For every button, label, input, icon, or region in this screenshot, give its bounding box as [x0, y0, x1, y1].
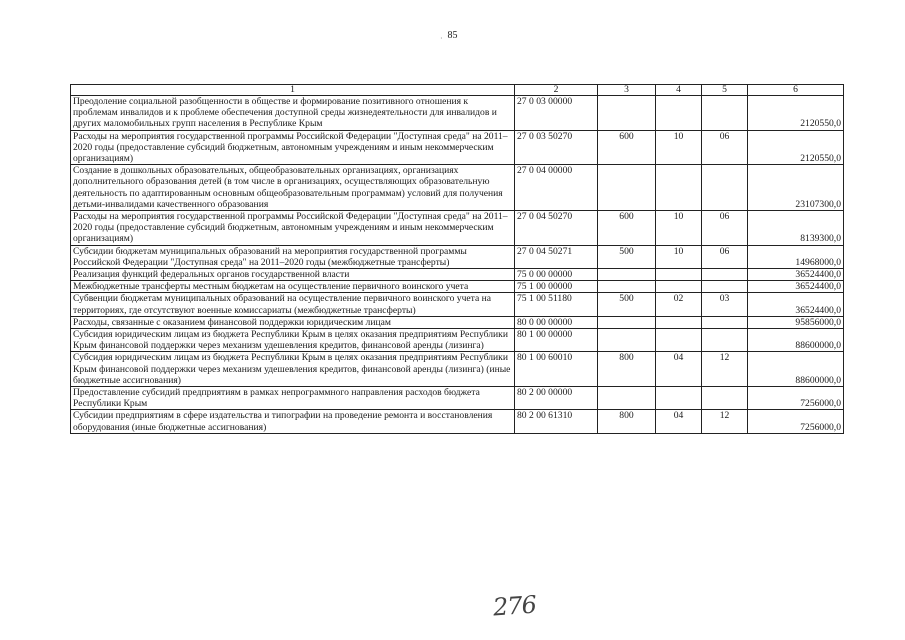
row-type-cell: [598, 281, 656, 293]
row-section-cell: [656, 165, 702, 211]
table-row: [71, 96, 844, 131]
row-section-cell: 10: [656, 130, 702, 165]
row-section-cell: 02: [656, 293, 702, 316]
row-amount-cell: 36524400,0: [748, 293, 844, 316]
row-subsection-cell: 03: [702, 293, 748, 316]
row-subsection-cell: [702, 281, 748, 293]
table-row: [71, 245, 844, 268]
row-amount-cell: 36524400,0: [748, 281, 844, 293]
row-section-cell: 04: [656, 410, 702, 433]
row-name-cell: Создание в дошкольных образовательных, общеобразовательных организациях, организациях дополнительного образования детей (в том числе в организациях, осуществляющих образовательную деятельность по адаптированным основным общеобразовательным программам) условий для получения детьми-инвалидами качественного образования: [71, 165, 515, 211]
row-code-cell: 27 0 04 00000: [515, 165, 598, 211]
row-amount-cell: 7256000,0: [748, 410, 844, 433]
row-section-cell: 10: [656, 211, 702, 246]
row-subsection-cell: [702, 96, 748, 131]
header-cell: 1: [71, 85, 515, 96]
row-code-cell: 75 1 00 00000: [515, 281, 598, 293]
row-amount-cell: 23107300,0: [748, 165, 844, 211]
row-section-cell: [656, 329, 702, 352]
row-subsection-cell: 12: [702, 410, 748, 433]
row-code-cell: 80 2 00 61310: [515, 410, 598, 433]
table-row: [71, 329, 844, 352]
row-code-cell: 80 0 00 00000: [515, 316, 598, 328]
header-row: [71, 85, 844, 96]
row-code-cell: 75 0 00 00000: [515, 269, 598, 281]
row-type-cell: [598, 96, 656, 131]
table-row: [71, 211, 844, 246]
row-type-cell: 600: [598, 211, 656, 246]
row-section-cell: 10: [656, 245, 702, 268]
row-name-cell: Субсидия юридическим лицам из бюджета Республики Крым в целях оказания предприятиям Республики Крым финансовой поддержки через механизм удешевления кредитов, финансовой аренды (лизинга): [71, 329, 515, 352]
header-cell: 6: [748, 85, 844, 96]
row-type-cell: [598, 387, 656, 410]
row-amount-cell: 2120550,0: [748, 130, 844, 165]
row-section-cell: 04: [656, 352, 702, 387]
row-name-cell: Расходы, связанные с оказанием финансовой поддержки юридическим лицам: [71, 316, 515, 328]
table-row: [71, 410, 844, 433]
row-amount-cell: 8139300,0: [748, 211, 844, 246]
header-cell: 2: [515, 85, 598, 96]
table-row: [71, 293, 844, 316]
row-name-cell: Субсидии бюджетам муниципальных образований на мероприятия государственной программы Российской Федерации "Доступная среда" на 2011–2020 годы (межбюджетные трансферты): [71, 245, 515, 268]
row-subsection-cell: 06: [702, 211, 748, 246]
row-code-cell: 80 1 00 60010: [515, 352, 598, 387]
row-amount-cell: 88600000,0: [748, 352, 844, 387]
row-type-cell: 800: [598, 410, 656, 433]
row-name-cell: Преодоление социальной разобщенности в обществе и формирование позитивного отношения к проблемам инвалидов и к проблеме обеспечения доступной среды жизнедеятельности для инвалидов и других маломобильных групп населения в Республике Крым: [71, 96, 515, 131]
row-type-cell: 500: [598, 293, 656, 316]
row-section-cell: [656, 281, 702, 293]
table-row: [71, 130, 844, 165]
row-name-cell: Субсидия юридическим лицам из бюджета Республики Крым в целях оказания предприятиям Республики Крым финансовой поддержки через механизм удешевления кредитов, финансовой аренды (лизинга) (иные бюджетные ассигнования): [71, 352, 515, 387]
row-type-cell: [598, 165, 656, 211]
row-subsection-cell: [702, 387, 748, 410]
row-code-cell: 80 1 00 00000: [515, 329, 598, 352]
header-cell: 4: [656, 85, 702, 96]
row-type-cell: [598, 329, 656, 352]
row-amount-cell: 95856000,0: [748, 316, 844, 328]
row-name-cell: Субвенции бюджетам муниципальных образований на осуществление первичного воинского учета на территориях, где отсутствуют военные комиссариаты (межбюджетные трансферты): [71, 293, 515, 316]
table-row: [71, 316, 844, 328]
row-type-cell: 600: [598, 130, 656, 165]
row-amount-cell: 14968000,0: [748, 245, 844, 268]
header-cell: 3: [598, 85, 656, 96]
row-subsection-cell: 06: [702, 245, 748, 268]
table-row: [71, 165, 844, 211]
budget-table: [70, 84, 844, 434]
table-row: [71, 269, 844, 281]
row-section-cell: [656, 96, 702, 131]
row-section-cell: [656, 316, 702, 328]
row-section-cell: [656, 387, 702, 410]
row-type-cell: [598, 269, 656, 281]
row-name-cell: Расходы на мероприятия государственной программы Российской Федерации "Доступная среда" на 2011–2020 годы (предоставление субсидий бюджетным, автономным учреждениям и иным некоммерческим организациям): [71, 211, 515, 246]
row-amount-cell: 88600000,0: [748, 329, 844, 352]
row-code-cell: 80 2 00 00000: [515, 387, 598, 410]
row-subsection-cell: 12: [702, 352, 748, 387]
row-code-cell: 75 1 00 51180: [515, 293, 598, 316]
row-name-cell: Межбюджетные трансферты местным бюджетам на осуществление первичного воинского учета: [71, 281, 515, 293]
row-subsection-cell: [702, 316, 748, 328]
row-subsection-cell: [702, 165, 748, 211]
row-subsection-cell: [702, 269, 748, 281]
row-code-cell: 27 0 03 00000: [515, 96, 598, 131]
table-row: [71, 281, 844, 293]
row-code-cell: 27 0 04 50271: [515, 245, 598, 268]
row-name-cell: Расходы на мероприятия государственной программы Российской Федерации "Доступная среда" на 2011–2020 годы (предоставление субсидий бюджетным, автономным учреждениям и иным некоммерческим организациям): [71, 130, 515, 165]
page-number: 85: [447, 30, 458, 41]
row-name-cell: Реализация функций федеральных органов государственной власти: [71, 269, 515, 281]
header-cell: 5: [702, 85, 748, 96]
row-type-cell: [598, 316, 656, 328]
row-amount-cell: 2120550,0: [748, 96, 844, 131]
row-subsection-cell: 06: [702, 130, 748, 165]
table-row: [71, 352, 844, 387]
row-subsection-cell: [702, 329, 748, 352]
handwritten-page-number: 276: [492, 590, 537, 622]
row-type-cell: 800: [598, 352, 656, 387]
row-code-cell: 27 0 04 50270: [515, 211, 598, 246]
row-amount-cell: 36524400,0: [748, 269, 844, 281]
row-type-cell: 500: [598, 245, 656, 268]
row-section-cell: [656, 269, 702, 281]
table-row: [71, 387, 844, 410]
row-name-cell: Субсидии предприятиям в сфере издательства и типографии на проведение ремонта и восстановления оборудования (иные бюджетные ассигнования): [71, 410, 515, 433]
row-code-cell: 27 0 03 50270: [515, 130, 598, 165]
row-amount-cell: 7256000,0: [748, 387, 844, 410]
row-name-cell: Предоставление субсидий предприятиям в рамках непрограммного направления расходов бюджета Республики Крым: [71, 387, 515, 410]
scan-dot: ·: [440, 34, 443, 43]
